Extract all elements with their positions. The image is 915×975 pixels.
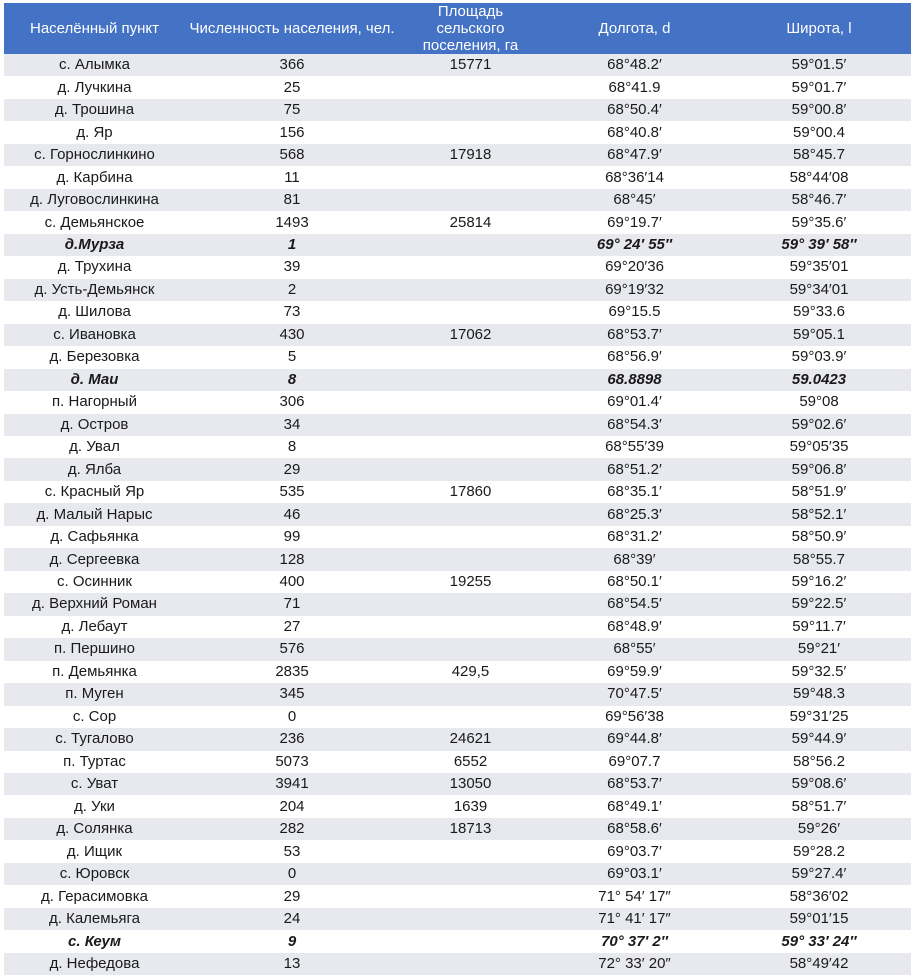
table-row	[4, 863, 911, 885]
cell-population: 73	[185, 301, 399, 323]
cell-longitude: 68°55′39	[542, 436, 727, 458]
table-header	[4, 3, 911, 54]
cell-longitude: 68°50.1′	[542, 571, 727, 593]
cell-latitude: 59°02.6′	[727, 414, 911, 436]
cell-area	[399, 863, 542, 885]
cell-settlement: д. Трухина	[4, 256, 185, 278]
cell-latitude: 59°28.2	[727, 840, 911, 862]
table-row	[4, 548, 911, 570]
cell-latitude: 59°31′25	[727, 706, 911, 728]
cell-latitude: 58°55.7	[727, 548, 911, 570]
cell-longitude: 68°45′	[542, 189, 727, 211]
column-header-population: Численность населения, чел.	[185, 3, 399, 54]
cell-latitude: 59°05.1	[727, 324, 911, 346]
table-row	[4, 76, 911, 98]
cell-area	[399, 121, 542, 143]
table-row	[4, 414, 911, 436]
cell-latitude: 58°44′08	[727, 166, 911, 188]
cell-longitude: 68°48.2′	[542, 54, 727, 76]
cell-population: 34	[185, 414, 399, 436]
cell-settlement: д. Увал	[4, 436, 185, 458]
cell-longitude: 72° 33′ 20″	[542, 953, 727, 975]
cell-longitude: 71° 54′ 17″	[542, 885, 727, 907]
table-row	[4, 324, 911, 346]
table-row	[4, 121, 911, 143]
cell-latitude: 59°06.8′	[727, 458, 911, 480]
cell-population: 71	[185, 593, 399, 615]
cell-area	[399, 99, 542, 121]
cell-longitude: 68°49.1′	[542, 795, 727, 817]
cell-longitude: 68°51.2′	[542, 458, 727, 480]
cell-population: 2	[185, 279, 399, 301]
cell-settlement: п. Нагорный	[4, 391, 185, 413]
cell-area	[399, 234, 542, 256]
cell-longitude: 69°56′38	[542, 706, 727, 728]
cell-area	[399, 436, 542, 458]
cell-settlement: д. Луговослинкина	[4, 189, 185, 211]
cell-latitude: 59°35.6′	[727, 211, 911, 233]
cell-area	[399, 526, 542, 548]
cell-latitude: 59°44.9′	[727, 728, 911, 750]
cell-population: 236	[185, 728, 399, 750]
cell-latitude: 59°01.7′	[727, 76, 911, 98]
cell-settlement: д. Маи	[4, 369, 185, 391]
table-row	[4, 369, 911, 391]
cell-longitude: 68°35.1′	[542, 481, 727, 503]
cell-settlement: с. Горнослинкино	[4, 144, 185, 166]
cell-population: 24	[185, 908, 399, 930]
cell-population: 568	[185, 144, 399, 166]
cell-area	[399, 166, 542, 188]
cell-latitude: 59°01′15	[727, 908, 911, 930]
cell-settlement: п. Муген	[4, 683, 185, 705]
cell-longitude: 69°07.7	[542, 751, 727, 773]
cell-population: 366	[185, 54, 399, 76]
cell-longitude: 68°58.6′	[542, 818, 727, 840]
cell-settlement: с. Осинник	[4, 571, 185, 593]
cell-settlement: с. Кеум	[4, 930, 185, 952]
table-row	[4, 953, 911, 975]
cell-area	[399, 414, 542, 436]
cell-settlement: д.Мурза	[4, 234, 185, 256]
cell-settlement: д. Усть-Демьянск	[4, 279, 185, 301]
cell-latitude: 58°45.7	[727, 144, 911, 166]
cell-settlement: д. Ялба	[4, 458, 185, 480]
cell-latitude: 59°35′01	[727, 256, 911, 278]
table-row	[4, 189, 911, 211]
cell-area: 17860	[399, 481, 542, 503]
cell-area	[399, 908, 542, 930]
cell-area	[399, 930, 542, 952]
cell-settlement: д. Лебаут	[4, 616, 185, 638]
cell-population: 2835	[185, 661, 399, 683]
cell-latitude: 58°52.1′	[727, 503, 911, 525]
table-body	[4, 54, 911, 975]
cell-settlement: д. Ищик	[4, 840, 185, 862]
cell-longitude: 71° 41′ 17″	[542, 908, 727, 930]
cell-population: 75	[185, 99, 399, 121]
cell-latitude: 59°26′	[727, 818, 911, 840]
table-row	[4, 683, 911, 705]
cell-population: 306	[185, 391, 399, 413]
cell-latitude: 58°36′02	[727, 885, 911, 907]
table-row	[4, 773, 911, 795]
table-row	[4, 526, 911, 548]
cell-population: 29	[185, 885, 399, 907]
table-row	[4, 279, 911, 301]
table-row	[4, 144, 911, 166]
column-header-latitude: Широта, l	[727, 3, 911, 54]
cell-area	[399, 458, 542, 480]
cell-population: 282	[185, 818, 399, 840]
table-row	[4, 436, 911, 458]
cell-longitude: 68°48.9′	[542, 616, 727, 638]
cell-area: 18713	[399, 818, 542, 840]
table-row	[4, 256, 911, 278]
cell-area	[399, 548, 542, 570]
cell-latitude: 59°48.3	[727, 683, 911, 705]
cell-longitude: 69°03.7′	[542, 840, 727, 862]
cell-longitude: 68°40.8′	[542, 121, 727, 143]
cell-area	[399, 189, 542, 211]
column-header-settlement: Населённый пункт	[4, 3, 185, 54]
table-row	[4, 211, 911, 233]
cell-population: 27	[185, 616, 399, 638]
table-row	[4, 458, 911, 480]
cell-longitude: 68°53.7′	[542, 773, 727, 795]
cell-area	[399, 953, 542, 975]
table-row	[4, 818, 911, 840]
cell-population: 204	[185, 795, 399, 817]
cell-latitude: 58°56.2	[727, 751, 911, 773]
cell-population: 29	[185, 458, 399, 480]
cell-population: 25	[185, 76, 399, 98]
cell-settlement: с. Юровск	[4, 863, 185, 885]
table-row	[4, 751, 911, 773]
cell-population: 430	[185, 324, 399, 346]
cell-latitude: 59.0423	[727, 369, 911, 391]
table-row	[4, 166, 911, 188]
cell-longitude: 69°03.1′	[542, 863, 727, 885]
cell-population: 0	[185, 863, 399, 885]
cell-latitude: 59°01.5′	[727, 54, 911, 76]
cell-settlement: с. Уват	[4, 773, 185, 795]
cell-settlement: д. Остров	[4, 414, 185, 436]
cell-latitude: 59°27.4′	[727, 863, 911, 885]
cell-area	[399, 369, 542, 391]
cell-longitude: 68°54.3′	[542, 414, 727, 436]
cell-settlement: д. Калемьяга	[4, 908, 185, 930]
column-header-longitude: Долгота, d	[542, 3, 727, 54]
header-row	[4, 3, 911, 54]
cell-area	[399, 503, 542, 525]
cell-latitude: 58°50.9′	[727, 526, 911, 548]
table-row	[4, 99, 911, 121]
cell-population: 1493	[185, 211, 399, 233]
cell-area	[399, 840, 542, 862]
table-row	[4, 908, 911, 930]
cell-latitude: 58°49′42	[727, 953, 911, 975]
cell-latitude: 59°21′	[727, 638, 911, 660]
cell-area: 6552	[399, 751, 542, 773]
cell-latitude: 59° 33′ 24″	[727, 930, 911, 952]
table-row	[4, 638, 911, 660]
cell-population: 8	[185, 436, 399, 458]
cell-settlement: с. Тугалово	[4, 728, 185, 750]
cell-area: 15771	[399, 54, 542, 76]
cell-longitude: 70° 37′ 2″	[542, 930, 727, 952]
cell-latitude: 59°00.8′	[727, 99, 911, 121]
cell-area	[399, 885, 542, 907]
cell-population: 5073	[185, 751, 399, 773]
cell-settlement: п. Демьянка	[4, 661, 185, 683]
cell-population: 345	[185, 683, 399, 705]
cell-longitude: 68°55′	[542, 638, 727, 660]
cell-longitude: 68°47.9′	[542, 144, 727, 166]
cell-longitude: 68°31.2′	[542, 526, 727, 548]
cell-longitude: 68.8898	[542, 369, 727, 391]
cell-longitude: 69° 24′ 55″	[542, 234, 727, 256]
cell-longitude: 68°54.5′	[542, 593, 727, 615]
cell-settlement: с. Ивановка	[4, 324, 185, 346]
cell-population: 5	[185, 346, 399, 368]
table-row	[4, 571, 911, 593]
cell-longitude: 70°47.5′	[542, 683, 727, 705]
cell-longitude: 68°53.7′	[542, 324, 727, 346]
cell-settlement: п. Першино	[4, 638, 185, 660]
cell-population: 13	[185, 953, 399, 975]
cell-population: 53	[185, 840, 399, 862]
table-row	[4, 616, 911, 638]
table-row	[4, 706, 911, 728]
cell-population: 535	[185, 481, 399, 503]
cell-latitude: 59°03.9′	[727, 346, 911, 368]
cell-area	[399, 346, 542, 368]
cell-area: 429,5	[399, 661, 542, 683]
cell-longitude: 69°44.8′	[542, 728, 727, 750]
cell-settlement: д. Березовка	[4, 346, 185, 368]
cell-area: 19255	[399, 571, 542, 593]
cell-area	[399, 638, 542, 660]
cell-settlement: д. Шилова	[4, 301, 185, 323]
cell-latitude: 59°33.6	[727, 301, 911, 323]
table-row	[4, 593, 911, 615]
cell-settlement: д. Карбина	[4, 166, 185, 188]
cell-latitude: 58°51.9′	[727, 481, 911, 503]
cell-area	[399, 706, 542, 728]
cell-settlement: д. Сергеевка	[4, 548, 185, 570]
table-row	[4, 391, 911, 413]
table-row	[4, 795, 911, 817]
cell-latitude: 59°22.5′	[727, 593, 911, 615]
cell-longitude: 68°50.4′	[542, 99, 727, 121]
table-row	[4, 661, 911, 683]
cell-population: 11	[185, 166, 399, 188]
cell-latitude: 59°08.6′	[727, 773, 911, 795]
cell-population: 128	[185, 548, 399, 570]
table-row	[4, 481, 911, 503]
cell-settlement: д. Трошина	[4, 99, 185, 121]
table-row	[4, 234, 911, 256]
table-row	[4, 346, 911, 368]
cell-population: 156	[185, 121, 399, 143]
table-row	[4, 301, 911, 323]
cell-area: 17918	[399, 144, 542, 166]
cell-longitude: 68°56.9′	[542, 346, 727, 368]
settlements-table	[4, 3, 911, 975]
cell-area: 1639	[399, 795, 542, 817]
cell-settlement: д. Малый Нарыс	[4, 503, 185, 525]
cell-longitude: 69°19.7′	[542, 211, 727, 233]
cell-population: 46	[185, 503, 399, 525]
cell-settlement: д. Солянка	[4, 818, 185, 840]
cell-settlement: д. Яр	[4, 121, 185, 143]
table-row	[4, 728, 911, 750]
cell-area: 24621	[399, 728, 542, 750]
cell-area	[399, 683, 542, 705]
cell-settlement: с. Алымка	[4, 54, 185, 76]
cell-population: 3941	[185, 773, 399, 795]
cell-latitude: 59°11.7′	[727, 616, 911, 638]
cell-settlement: д. Верхний Роман	[4, 593, 185, 615]
cell-population: 0	[185, 706, 399, 728]
cell-settlement: д. Сафьянка	[4, 526, 185, 548]
cell-settlement: д. Нефедова	[4, 953, 185, 975]
cell-longitude: 69°01.4′	[542, 391, 727, 413]
cell-longitude: 68°41.9	[542, 76, 727, 98]
column-header-area: Площадь сельского поселения, га	[399, 3, 542, 54]
cell-settlement: с. Красный Яр	[4, 481, 185, 503]
table-row	[4, 54, 911, 76]
cell-population: 1	[185, 234, 399, 256]
cell-population: 8	[185, 369, 399, 391]
table-row	[4, 930, 911, 952]
cell-settlement: с. Демьянское	[4, 211, 185, 233]
cell-latitude: 58°51.7′	[727, 795, 911, 817]
cell-area	[399, 76, 542, 98]
table-row	[4, 885, 911, 907]
cell-area	[399, 279, 542, 301]
cell-area	[399, 391, 542, 413]
cell-area: 25814	[399, 211, 542, 233]
cell-latitude: 59° 39′ 58″	[727, 234, 911, 256]
cell-population: 99	[185, 526, 399, 548]
cell-longitude: 69°59.9′	[542, 661, 727, 683]
cell-area: 13050	[399, 773, 542, 795]
cell-latitude: 59°08	[727, 391, 911, 413]
cell-longitude: 68°39′	[542, 548, 727, 570]
cell-latitude: 59°34′01	[727, 279, 911, 301]
cell-settlement: с. Сор	[4, 706, 185, 728]
cell-latitude: 59°32.5′	[727, 661, 911, 683]
cell-settlement: д. Герасимовка	[4, 885, 185, 907]
cell-latitude: 59°16.2′	[727, 571, 911, 593]
cell-area	[399, 593, 542, 615]
cell-settlement: д. Уки	[4, 795, 185, 817]
cell-population: 39	[185, 256, 399, 278]
cell-settlement: д. Лучкина	[4, 76, 185, 98]
cell-latitude: 59°05′35	[727, 436, 911, 458]
cell-area	[399, 301, 542, 323]
cell-longitude: 69°20′36	[542, 256, 727, 278]
cell-area	[399, 256, 542, 278]
cell-longitude: 68°25.3′	[542, 503, 727, 525]
cell-latitude: 59°00.4	[727, 121, 911, 143]
cell-longitude: 69°15.5	[542, 301, 727, 323]
cell-longitude: 68°36′14	[542, 166, 727, 188]
cell-longitude: 69°19′32	[542, 279, 727, 301]
table-row	[4, 840, 911, 862]
table-row	[4, 503, 911, 525]
cell-settlement: п. Туртас	[4, 751, 185, 773]
cell-area: 17062	[399, 324, 542, 346]
cell-population: 400	[185, 571, 399, 593]
cell-population: 576	[185, 638, 399, 660]
cell-area	[399, 616, 542, 638]
cell-latitude: 58°46.7′	[727, 189, 911, 211]
cell-population: 81	[185, 189, 399, 211]
cell-population: 9	[185, 930, 399, 952]
